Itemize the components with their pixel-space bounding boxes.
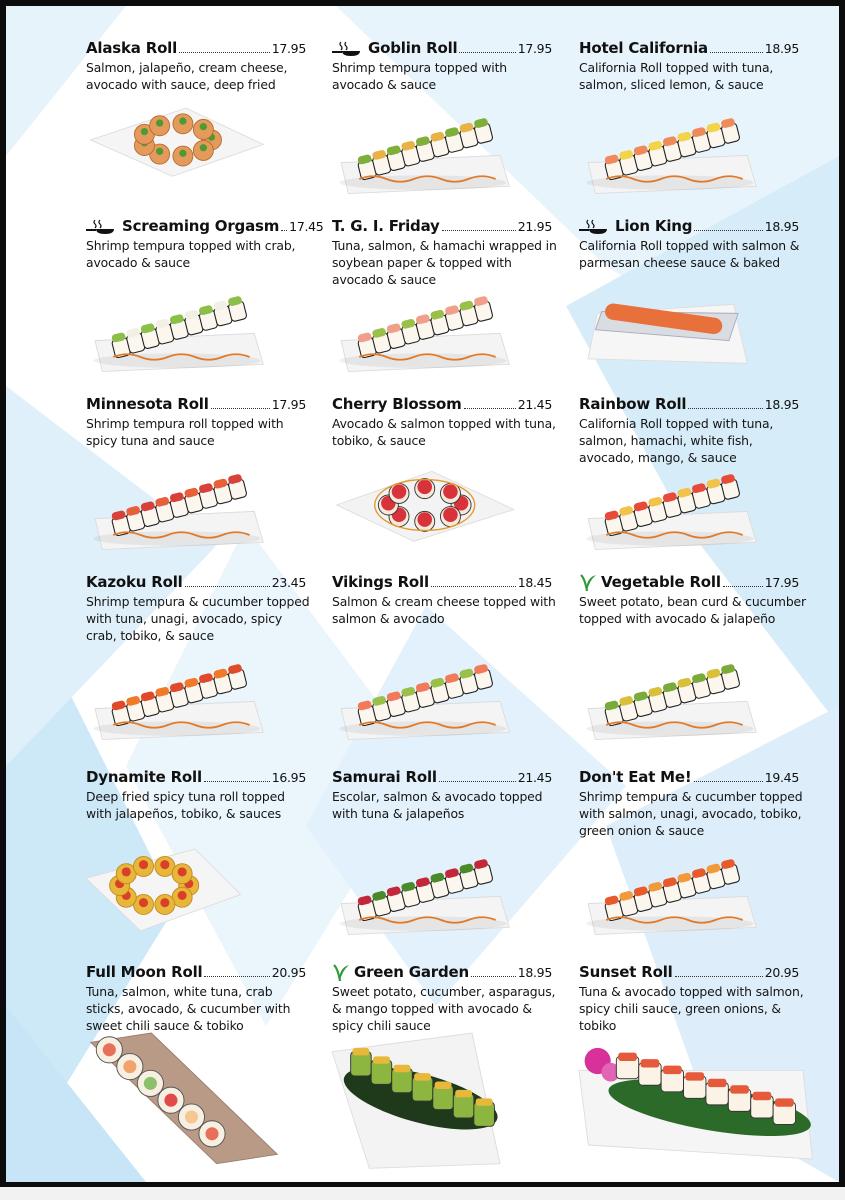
menu-item-title-line [86, 768, 306, 788]
dot-leader [431, 586, 516, 587]
menu-item-title-line [579, 395, 799, 415]
menu-item-photo [579, 1033, 829, 1173]
menu-item-price: 17.95 [271, 41, 306, 56]
menu-item-description: Shrimp tempura topped with avocado & sauce [332, 60, 508, 92]
menu-item-description: Tuna & avocado topped with salmon, spicy chili sauce, green onions, & tobiko [579, 984, 804, 1033]
menu-item-name: Dynamite Roll [86, 768, 202, 786]
menu-item-sunset-roll [579, 963, 814, 1182]
menu-item-title-line [86, 395, 306, 415]
menu-item-name: Vegetable Roll [601, 573, 721, 591]
menu-item-vikings-roll [332, 573, 567, 768]
menu-item-description: Shrimp tempura & cucumber topped with tuna, unagi, avocado, spicy crab, tobiko, & sauce [86, 594, 310, 643]
menu-item-name: Rainbow Roll [579, 395, 687, 413]
menu-item-name: Lion King [615, 217, 693, 235]
menu-item-description: Tuna, salmon, white tuna, crab sticks, avocado, & cucumber with sweet chili sauce & tobiko [86, 984, 291, 1033]
menu-item-rainbow-roll [579, 395, 814, 573]
menu-item-photo [332, 1033, 532, 1173]
menu-item-photo [579, 840, 779, 940]
dot-leader [185, 586, 270, 587]
menu-item-name: Green Garden [354, 963, 469, 981]
menu-item-photo [86, 840, 286, 940]
menu-page [6, 6, 839, 1182]
menu-item-description: Sweet potato, cucumber, asparagus, & mango topped with avocado & spicy chili sauce [332, 984, 556, 1033]
dot-leader [204, 781, 270, 782]
menu-item-photo [579, 277, 779, 377]
menu-item-title-line [579, 768, 799, 788]
menu-item-price: 18.45 [517, 575, 552, 590]
menu-item-description: Deep fried spicy tuna roll topped with jalapeños, tobiko, & sauces [86, 789, 285, 821]
dot-leader [675, 976, 763, 977]
menu-item-price: 18.95 [764, 219, 799, 234]
dot-leader [459, 52, 515, 53]
menu-item-name: T. G. I. Friday [332, 217, 440, 235]
dot-leader [710, 52, 763, 53]
menu-item-title-line [579, 39, 799, 59]
menu-item-description: Salmon, jalapeño, cream cheese, avocado with sauce, deep fried [86, 60, 288, 92]
menu-item-price: 21.45 [517, 770, 552, 785]
menu-item-description: Sweet potato, bean curd & cucumber topped with avocado & jalapeño [579, 594, 806, 626]
menu-item-price: 21.95 [517, 219, 552, 234]
menu-item-title-line [332, 768, 552, 788]
menu-item-title-line [86, 963, 306, 983]
menu-item-photo [86, 455, 286, 555]
menu-item-goblin-roll [332, 39, 567, 217]
dot-leader [464, 408, 516, 409]
menu-item-full-moon-roll [86, 963, 321, 1182]
menu-item-name: Goblin Roll [368, 39, 458, 57]
menu-item-photo [86, 99, 286, 199]
menu-item-description: Avocado & salmon topped with tuna, tobiko, & sauce [332, 416, 556, 448]
hot-pan-icon [86, 219, 116, 235]
menu-item-title-line [332, 39, 552, 59]
menu-item-cherry-blossom [332, 395, 567, 573]
menu-item-don-t-eat-me [579, 768, 814, 963]
dot-leader [439, 781, 516, 782]
menu-item-name: Cherry Blossom [332, 395, 462, 413]
menu-item-alaska-roll [86, 39, 321, 217]
menu-item-vegetable-roll [579, 573, 814, 768]
dot-leader [694, 781, 763, 782]
menu-item-description: California Roll topped with tuna, salmon, hamachi, white fish, avocado, mango, & sauce [579, 416, 774, 465]
menu-item-hotel-california [579, 39, 814, 217]
menu-item-title-line [86, 573, 306, 593]
menu-item-title-line [332, 217, 552, 237]
menu-item-photo [332, 277, 532, 377]
menu-item-title-line [332, 963, 552, 983]
leaf-icon [332, 963, 350, 983]
menu-item-photo [332, 645, 532, 745]
menu-item-lion-king [579, 217, 814, 395]
menu-item-photo [86, 277, 286, 377]
menu-item-price: 16.95 [271, 770, 306, 785]
menu-item-title-line [86, 217, 324, 237]
menu-item-price: 20.95 [271, 965, 306, 980]
menu-item-description: Shrimp tempura topped with crab, avocado & sauce [86, 238, 296, 270]
menu-item-name: Samurai Roll [332, 768, 437, 786]
menu-item-screaming-orgasm [86, 217, 324, 395]
menu-item-description: Salmon & cream cheese topped with salmon & avocado [332, 594, 556, 626]
menu-item-price: 21.45 [517, 397, 552, 412]
dot-leader [694, 230, 762, 231]
menu-item-photo [332, 455, 532, 555]
menu-item-price: 18.95 [764, 397, 799, 412]
menu-item-description: Shrimp tempura & cucumber topped with salmon, unagi, avocado, tobiko, green onion & sauce [579, 789, 803, 838]
menu-item-price: 17.95 [271, 397, 306, 412]
hot-pan-icon [579, 219, 609, 235]
menu-item-price: 19.45 [764, 770, 799, 785]
menu-item-price: 18.95 [517, 965, 552, 980]
menu-item-name: Alaska Roll [86, 39, 178, 57]
menu-item-title-line [86, 39, 306, 59]
menu-item-name: Kazoku Roll [86, 573, 183, 591]
menu-item-photo [332, 840, 532, 940]
menu-item-name: Screaming Orgasm [122, 217, 280, 235]
menu-item-price: 20.95 [764, 965, 799, 980]
menu-item-t-g-i-friday [332, 217, 567, 395]
menu-item-price: 18.95 [764, 41, 799, 56]
menu-grid [6, 6, 839, 1182]
menu-item-name: Minnesota Roll [86, 395, 209, 413]
menu-item-green-garden [332, 963, 567, 1182]
dot-leader [179, 52, 270, 53]
menu-item-name: Hotel California [579, 39, 708, 57]
leaf-icon [579, 573, 597, 593]
hot-pan-icon [332, 41, 362, 57]
menu-item-price: 23.45 [271, 575, 306, 590]
menu-item-description: California Roll topped with salmon & parmesan cheese sauce & baked [579, 238, 800, 270]
menu-item-samurai-roll [332, 768, 567, 963]
menu-item-name: Don't Eat Me! [579, 768, 692, 786]
menu-item-title-line [332, 395, 552, 415]
dot-leader [471, 976, 516, 977]
dot-leader [281, 230, 287, 231]
dot-leader [723, 586, 763, 587]
menu-item-photo [332, 99, 532, 199]
menu-item-kazoku-roll [86, 573, 321, 768]
menu-item-price: 17.95 [517, 41, 552, 56]
menu-item-name: Vikings Roll [332, 573, 429, 591]
menu-item-price: 17.45 [289, 219, 324, 234]
menu-item-photo [86, 645, 286, 745]
dot-leader [204, 976, 269, 977]
menu-item-photo [579, 645, 779, 745]
menu-item-title-line [579, 963, 799, 983]
menu-item-description: Shrimp tempura roll topped with spicy tuna and sauce [86, 416, 284, 448]
menu-item-name: Full Moon Roll [86, 963, 203, 981]
menu-item-title-line [332, 573, 552, 593]
dot-leader [442, 230, 516, 231]
menu-item-title-line [579, 573, 799, 593]
menu-item-title-line [579, 217, 799, 237]
menu-item-description: Tuna, salmon, & hamachi wrapped in soybean paper & topped with avocado & sauce [332, 238, 557, 287]
menu-item-price: 17.95 [764, 575, 799, 590]
dot-leader [688, 408, 762, 409]
dot-leader [211, 408, 270, 409]
footer-strip [0, 1187, 845, 1200]
menu-item-minnesota-roll [86, 395, 321, 573]
menu-item-description: Escolar, salmon & avocado topped with tuna & jalapeños [332, 789, 543, 821]
menu-item-photo [579, 99, 779, 199]
menu-item-photo [86, 1033, 286, 1173]
menu-item-description: California Roll topped with tuna, salmon, sliced lemon, & sauce [579, 60, 774, 92]
menu-item-dynamite-roll [86, 768, 321, 963]
menu-item-photo [579, 455, 779, 555]
menu-item-name: Sunset Roll [579, 963, 673, 981]
